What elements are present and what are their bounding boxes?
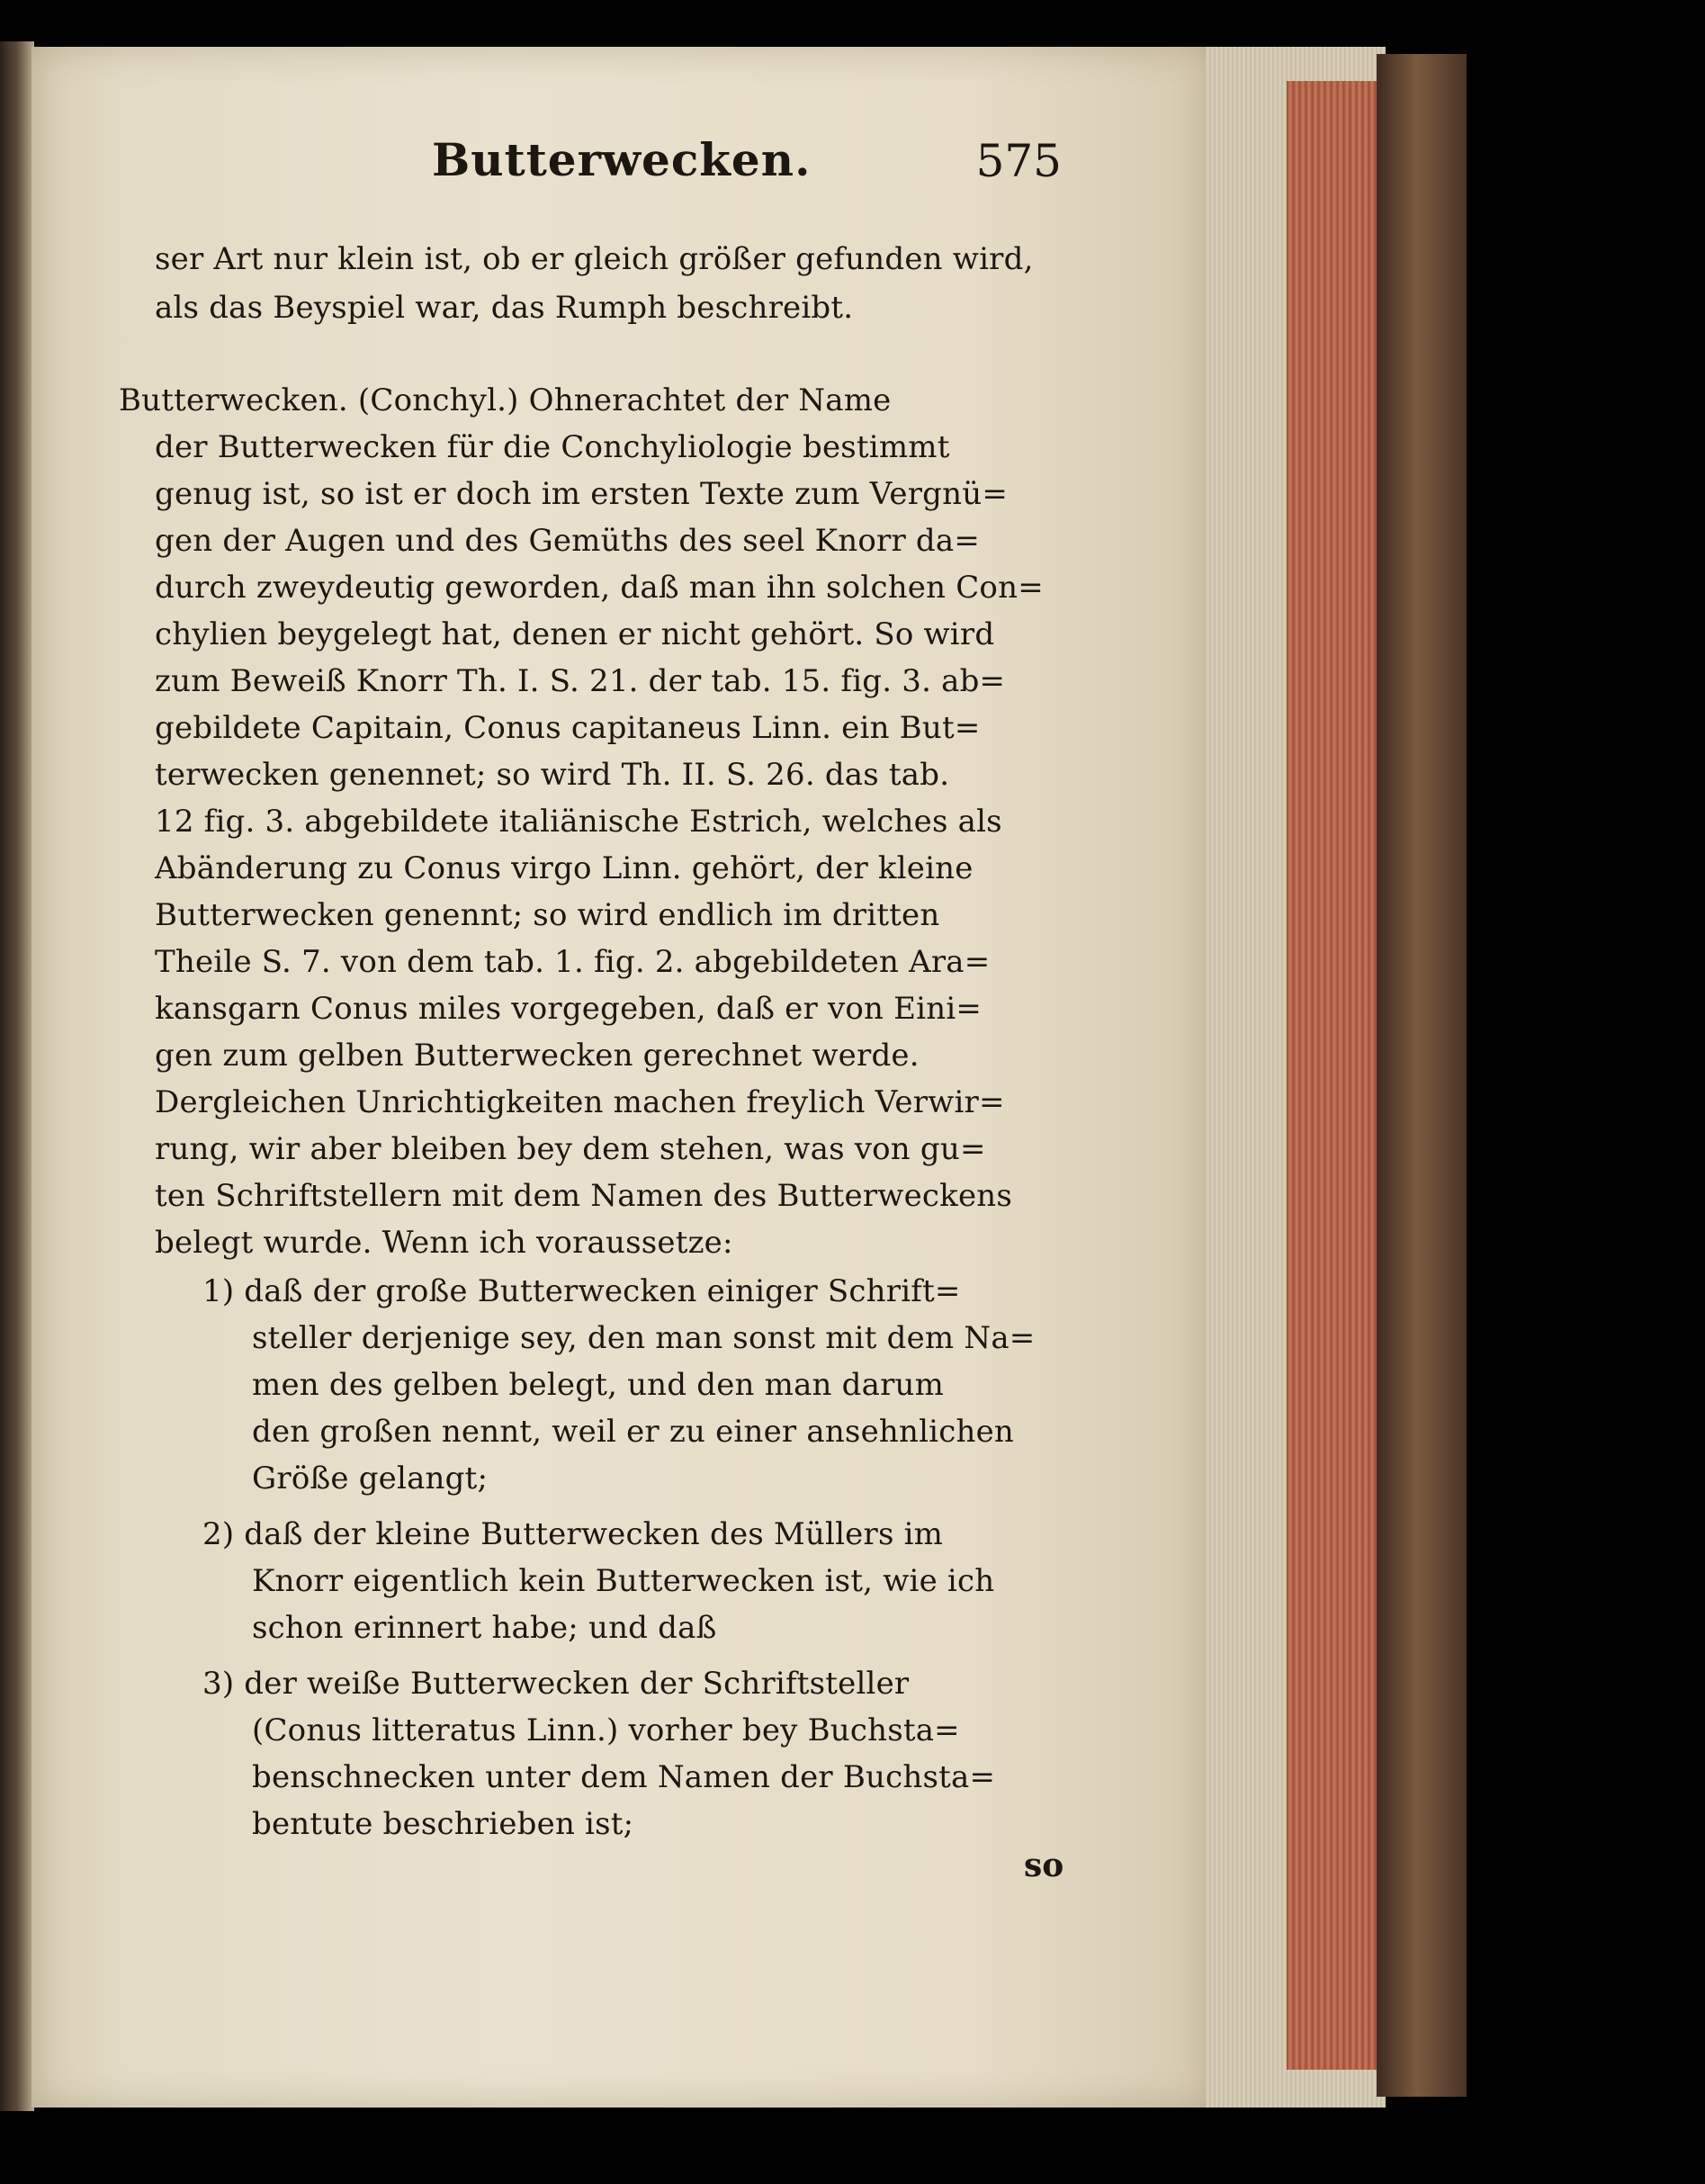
list-item-line: Knorr eigentlich kein Butterwecken ist, wie ich	[252, 1563, 995, 1599]
text-line: gen der Augen und des Gemüths des seel Knorr da=	[155, 523, 981, 559]
text-line: gen zum gelben Butterwecken gerechnet werde.	[155, 1038, 920, 1074]
list-item-line: den großen nennt, weil er zu einer ansehnlichen	[252, 1414, 1014, 1450]
list-item-line: bentute beschrieben ist;	[252, 1806, 634, 1842]
list-item-line: steller derjenige sey, den man sonst mit dem Na=	[252, 1320, 1036, 1356]
text-line: gebildete Capitain, Conus capitaneus Linn. ein But=	[155, 710, 981, 746]
text-line: ten Schriftstellern mit dem Namen des Butterweckens	[155, 1178, 1013, 1214]
text-line: Abänderung zu Conus virgo Linn. gehört, der kleine	[155, 850, 974, 886]
text-line: terwecken genennet; so wird Th. II. S. 26. das tab.	[155, 757, 950, 793]
list-item-line: schon erinnert habe; und daß	[252, 1610, 717, 1646]
list-item-line: 2) daß der kleine Butterwecken des Müllers im	[202, 1516, 944, 1552]
text-line: zum Beweiß Knorr Th. I. S. 21. der tab. 15. fig. 3. ab=	[155, 663, 1006, 699]
text-line: Butterwecken. (Conchyl.) Ohnerachtet der Name	[119, 382, 892, 418]
text-line: genug ist, so ist er doch im ersten Texte zum Vergnü=	[155, 476, 1009, 512]
text-line: Butterwecken genennt; so wird endlich im dritten	[155, 897, 940, 933]
text-line: der Butterwecken für die Conchyliologie bestimmt	[155, 429, 950, 465]
list-item-line: men des gelben belegt, und den man darum	[252, 1367, 945, 1403]
text-line: durch zweydeutig geworden, daß man ihn solchen Con=	[155, 570, 1044, 606]
list-item-line: Größe gelangt;	[252, 1460, 489, 1496]
text-line: Dergleichen Unrichtigkeiten machen freylich Verwir=	[155, 1084, 1005, 1120]
text-line: ser Art nur klein ist, ob er gleich größer gefunden wird,	[155, 241, 1034, 277]
text-line: kansgarn Conus miles vorgegeben, daß er von Eini=	[155, 991, 983, 1027]
text-line: Theile S. 7. von dem tab. 1. fig. 2. abgebildeten Ara=	[155, 944, 991, 980]
list-item-line: 1) daß der große Butterwecken einiger Schrift=	[202, 1273, 961, 1309]
catchword: so	[1024, 1847, 1064, 1884]
text-line: als das Beyspiel war, das Rumph beschreibt.	[155, 290, 854, 326]
text-line: 12 fig. 3. abgebildete italiänische Estrich, welches als	[155, 804, 1002, 840]
text-line: rung, wir aber bleiben bey dem stehen, was von gu=	[155, 1131, 986, 1167]
list-item-line: 3) der weiße Butterwecken der Schriftsteller	[202, 1666, 910, 1702]
list-item-line: (Conus litteratus Linn.) vorher bey Buchsta=	[252, 1712, 960, 1748]
list-item-line: benschnecken unter dem Namen der Buchsta=	[252, 1759, 996, 1795]
text-line: belegt wurde. Wenn ich voraussetze:	[155, 1225, 733, 1261]
text-line: chylien beygelegt hat, denen er nicht gehört. So wird	[155, 616, 995, 652]
running-head: Butterwecken.	[432, 133, 812, 186]
page-number: 575	[975, 135, 1062, 187]
